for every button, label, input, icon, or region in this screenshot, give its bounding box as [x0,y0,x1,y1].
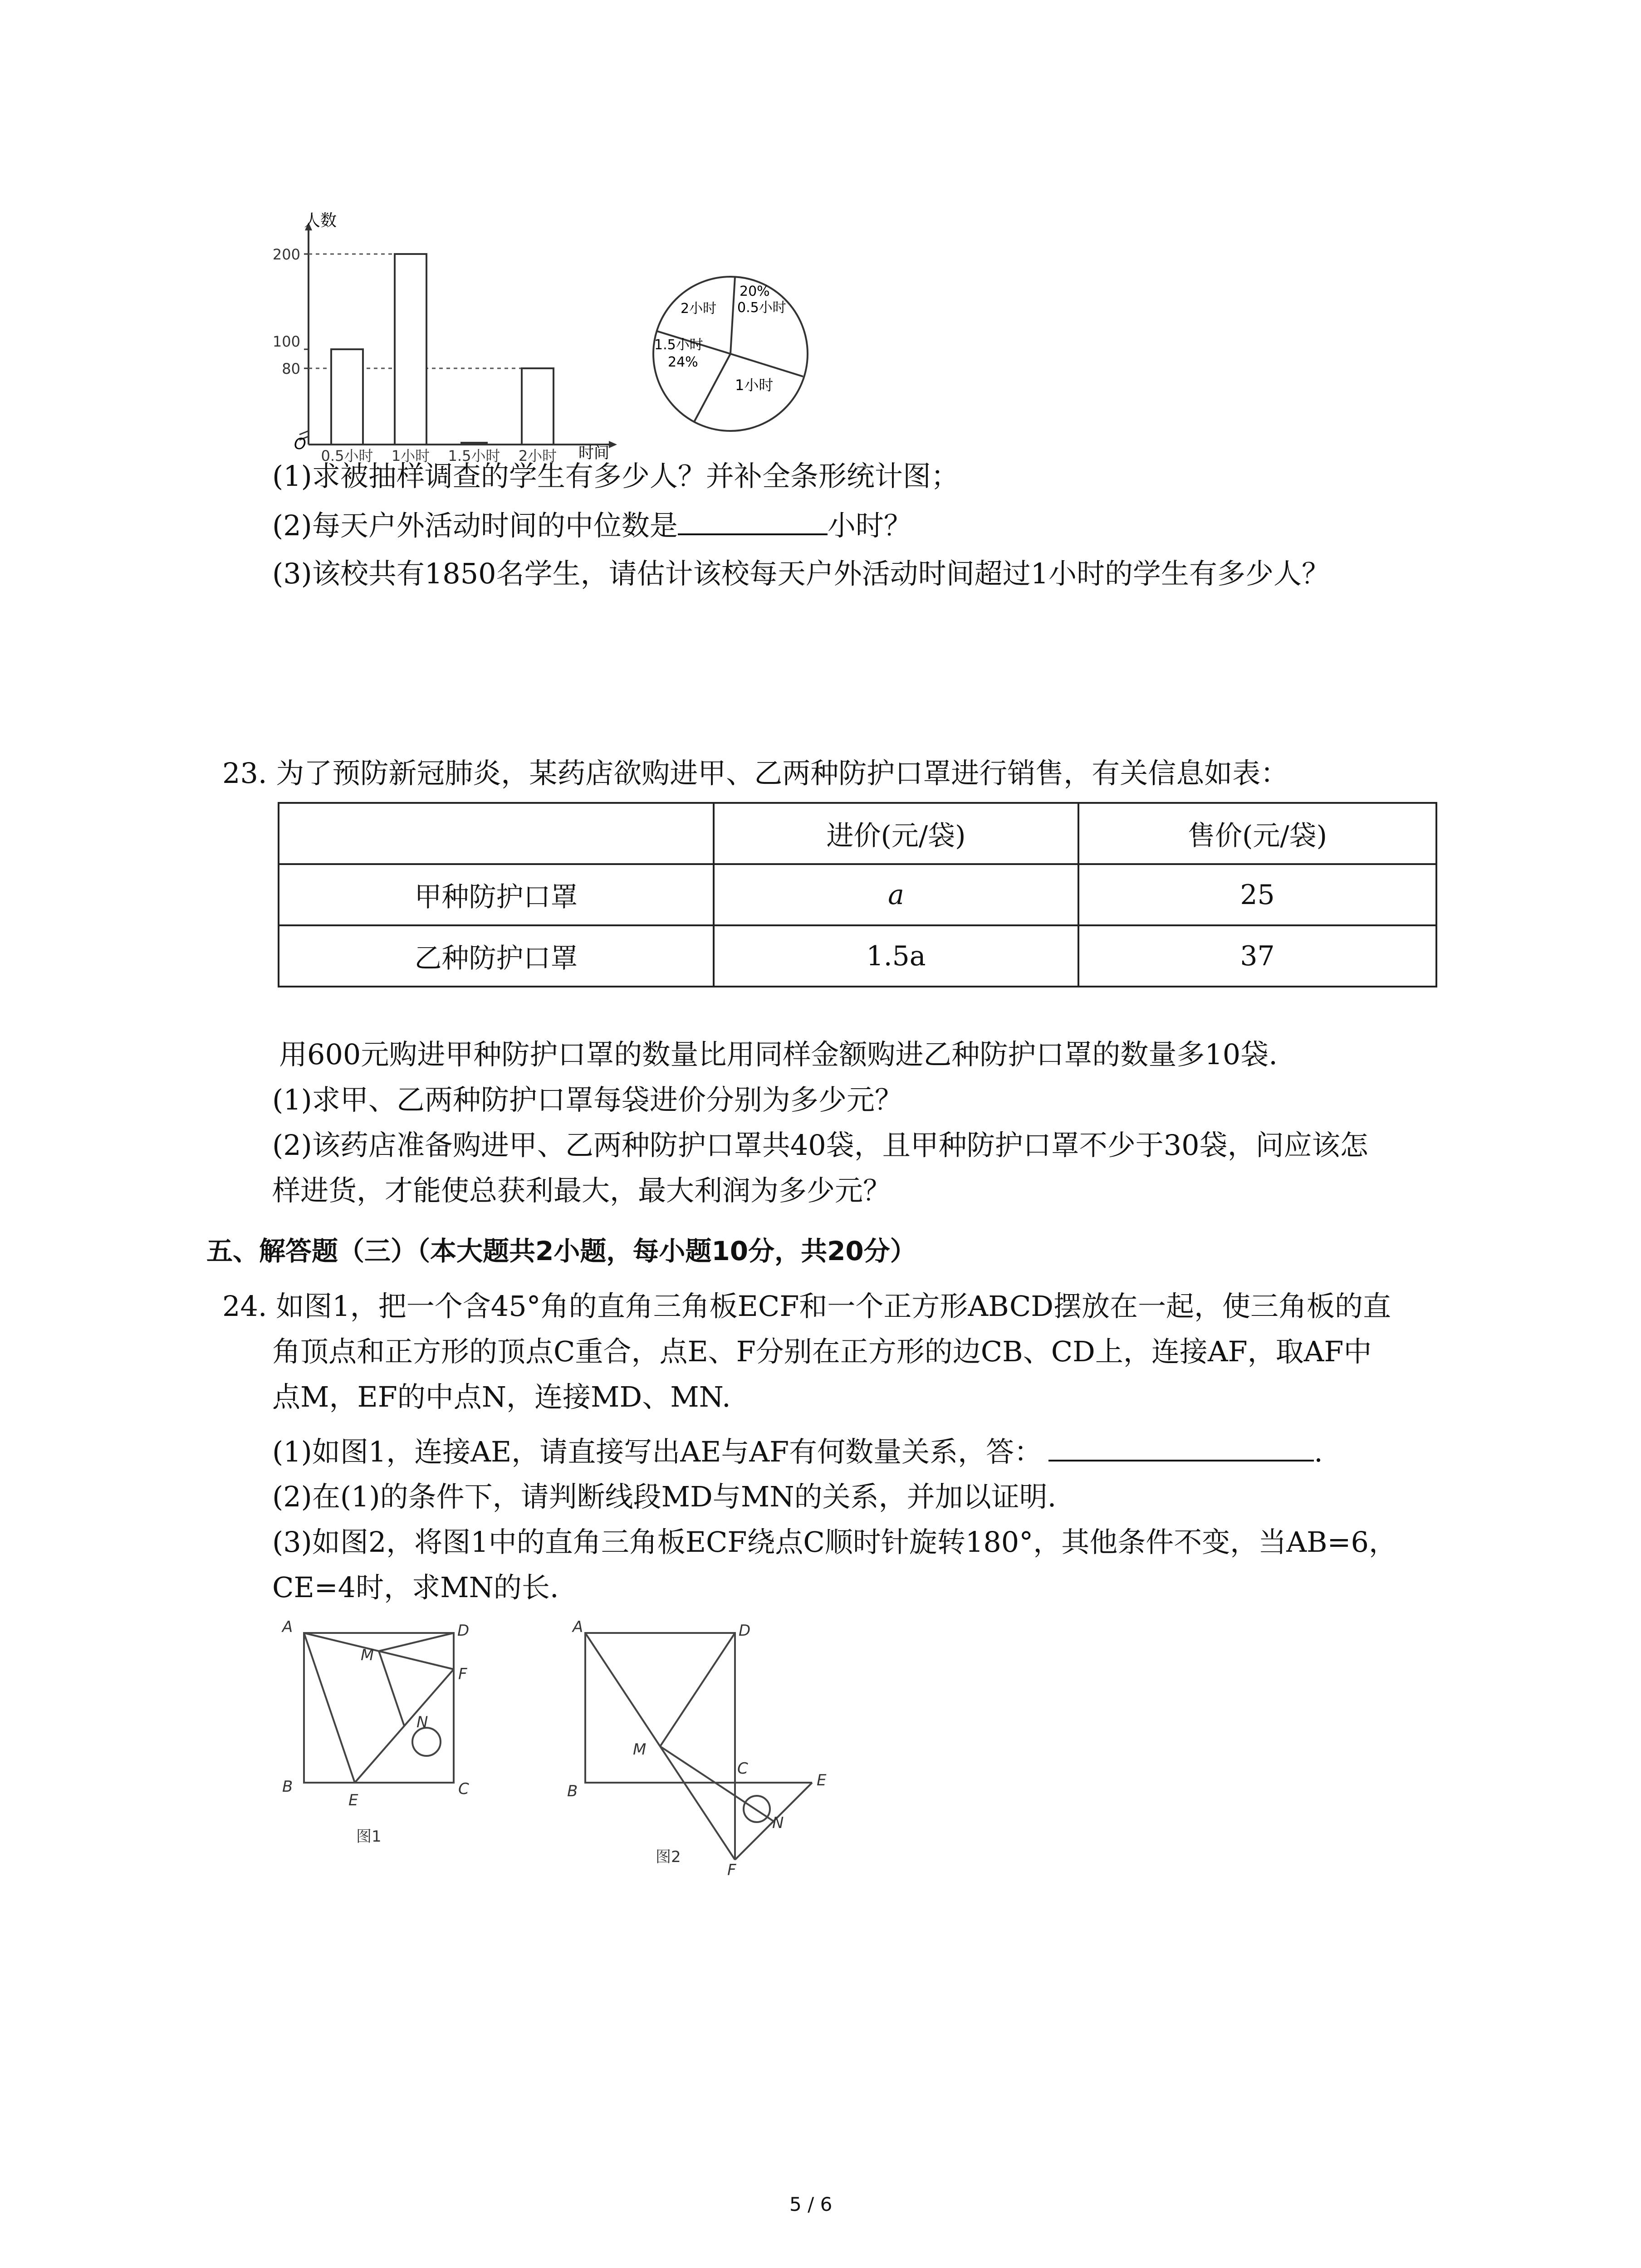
figure-2-caption: 图2 [656,1848,681,1866]
point-label-c: C [458,1780,469,1798]
q22-part2-text: (2)每天户外活动时间的中位数是 [272,509,678,542]
point-label-b: B [567,1782,578,1800]
table-cell: 25 [1078,864,1436,925]
x-tick-label: 2小时 [518,447,557,463]
origin-label: O [294,435,306,453]
x-tick-label: 1.5小时 [448,447,500,463]
page-number: 5 / 6 [789,2193,833,2215]
point-label-f: F [727,1861,736,1878]
table-header-cell: 售价(元/袋) [1078,803,1436,864]
pie-label-05h-percent: 20% [740,284,770,299]
circle-marker [412,1728,441,1756]
circle-marker [744,1796,770,1822]
q24-line1: 24. 如图1，把一个含45°角的直角三角板ECF和一个正方形ABCD摆放在一起，使三角板的直 [222,1290,1391,1323]
square-abcd [304,1633,454,1783]
q24-part1-end: . [1314,1435,1323,1468]
x-tick-label: 0.5小时 [321,447,373,463]
q23-condition: 用600元购进甲种防护口罩的数量比用同样金额购进乙种防护口罩的数量多10袋. [279,1038,1278,1071]
q24-part2: (2)在(1)的条件下，请判断线段MD与MN的关系，并加以证明. [272,1480,1057,1513]
pie-label-15h-percent: 24% [668,354,698,370]
q22-part3: (3)该校共有1850名学生，请估计该校每天户外活动时间超过1小时的学生有多少人？ [272,557,1330,590]
q24-line3: 点M，EF的中点N，连接MD、MN. [272,1380,731,1413]
point-label-n: N [416,1713,428,1731]
q24-line2: 角顶点和正方形的顶点C重合，点E、F分别在正方形的边CB、CD上，连接AF，取AF中 [272,1335,1372,1368]
bar [395,254,426,445]
figure-1 [272,1615,508,1851]
q22-part2-unit: 小时？ [827,509,912,542]
table-header-cell: 进价(元/袋) [714,803,1078,864]
q22-part2 [272,507,912,544]
square-abcd [585,1633,735,1783]
q24-answer-blank [1048,1433,1314,1461]
y-tick-label: 200 [272,246,300,263]
segment-mn [660,1746,774,1821]
table-row [279,925,1436,987]
pie-label-2h: 2小时 [681,301,717,317]
point-label-m: M [633,1740,647,1759]
q24-part3-line1: (3)如图2，将图1中的直角三角板ECF绕点C顺时针旋转180°，其他条件不变，当AB=6， [272,1525,1397,1559]
point-label-b: B [282,1778,293,1796]
point-label-f: F [458,1665,467,1683]
x-axis-label: 时间 [578,444,609,462]
y-tick-label: 80 [282,360,300,377]
point-label-a: A [282,1618,293,1636]
point-label-d: D [457,1622,470,1640]
q22-answer-blank [678,507,828,535]
table-header-row [279,803,1436,864]
table-header-cell [279,803,714,864]
pie-label-05h: 0.5小时 [737,300,786,316]
q23-part2-line1: (2)该药店准备购进甲、乙两种防护口罩共40袋，且甲种防护口罩不少于30袋，问应该怎 [272,1129,1368,1162]
pie-chart [644,268,817,440]
section-heading: 五、解答题（三）（本大题共2小题，每小题10分，共20分） [206,1236,916,1266]
x-tick-label: 1小时 [391,447,430,463]
point-label-a: A [573,1618,583,1636]
x-axis-arrow [609,441,617,448]
bar-chart [254,204,635,463]
y-axis-label: 人数 [304,211,337,230]
table-cell: a [714,864,1078,925]
pie-label-15h: 1.5小时 [654,337,703,353]
q23-stem: 23. 为了预防新冠肺炎，某药店欲购进甲、乙两种防护口罩进行销售，有关信息如表： [222,757,1289,790]
point-label-n: N [772,1814,784,1832]
segment-mn [379,1651,404,1726]
point-label-e: E [348,1791,358,1809]
q23-part1: (1)求甲、乙两种防护口罩每袋进价分别为多少元？ [272,1083,903,1116]
table-cell: 甲种防护口罩 [279,864,714,925]
pie-label-1h: 1小时 [735,376,774,394]
segment-md [379,1633,454,1651]
table-cell: 乙种防护口罩 [279,925,714,987]
point-label-m: M [361,1646,374,1664]
segment-md [660,1633,735,1746]
q23-part2-line2: 样进货，才能使总获利最大，最大利润为多少元？ [272,1174,892,1207]
q24-part1-text: (1)如图1，连接AE，请直接写出AE与AF有何数量关系，答： [272,1435,1043,1468]
q24-part1 [272,1433,1323,1470]
point-label-d: D [739,1622,751,1640]
figure-1-caption: 图1 [356,1828,382,1846]
q22-part1: (1)求被抽样调查的学生有多少人？并补全条形统计图； [272,459,959,493]
y-tick-label: 100 [272,333,300,350]
table-cell: 37 [1078,925,1436,987]
segment-ae [304,1633,355,1783]
table-cell: 1.5a [714,925,1078,987]
bar [331,349,363,445]
figure-2 [554,1615,862,1878]
point-label-e: E [817,1771,827,1789]
q23-table [278,802,1437,987]
bar [522,368,554,445]
q24-part3-line2: CE=4时，求MN的长. [272,1571,559,1604]
point-label-c: C [737,1760,748,1778]
table-row [279,864,1436,925]
